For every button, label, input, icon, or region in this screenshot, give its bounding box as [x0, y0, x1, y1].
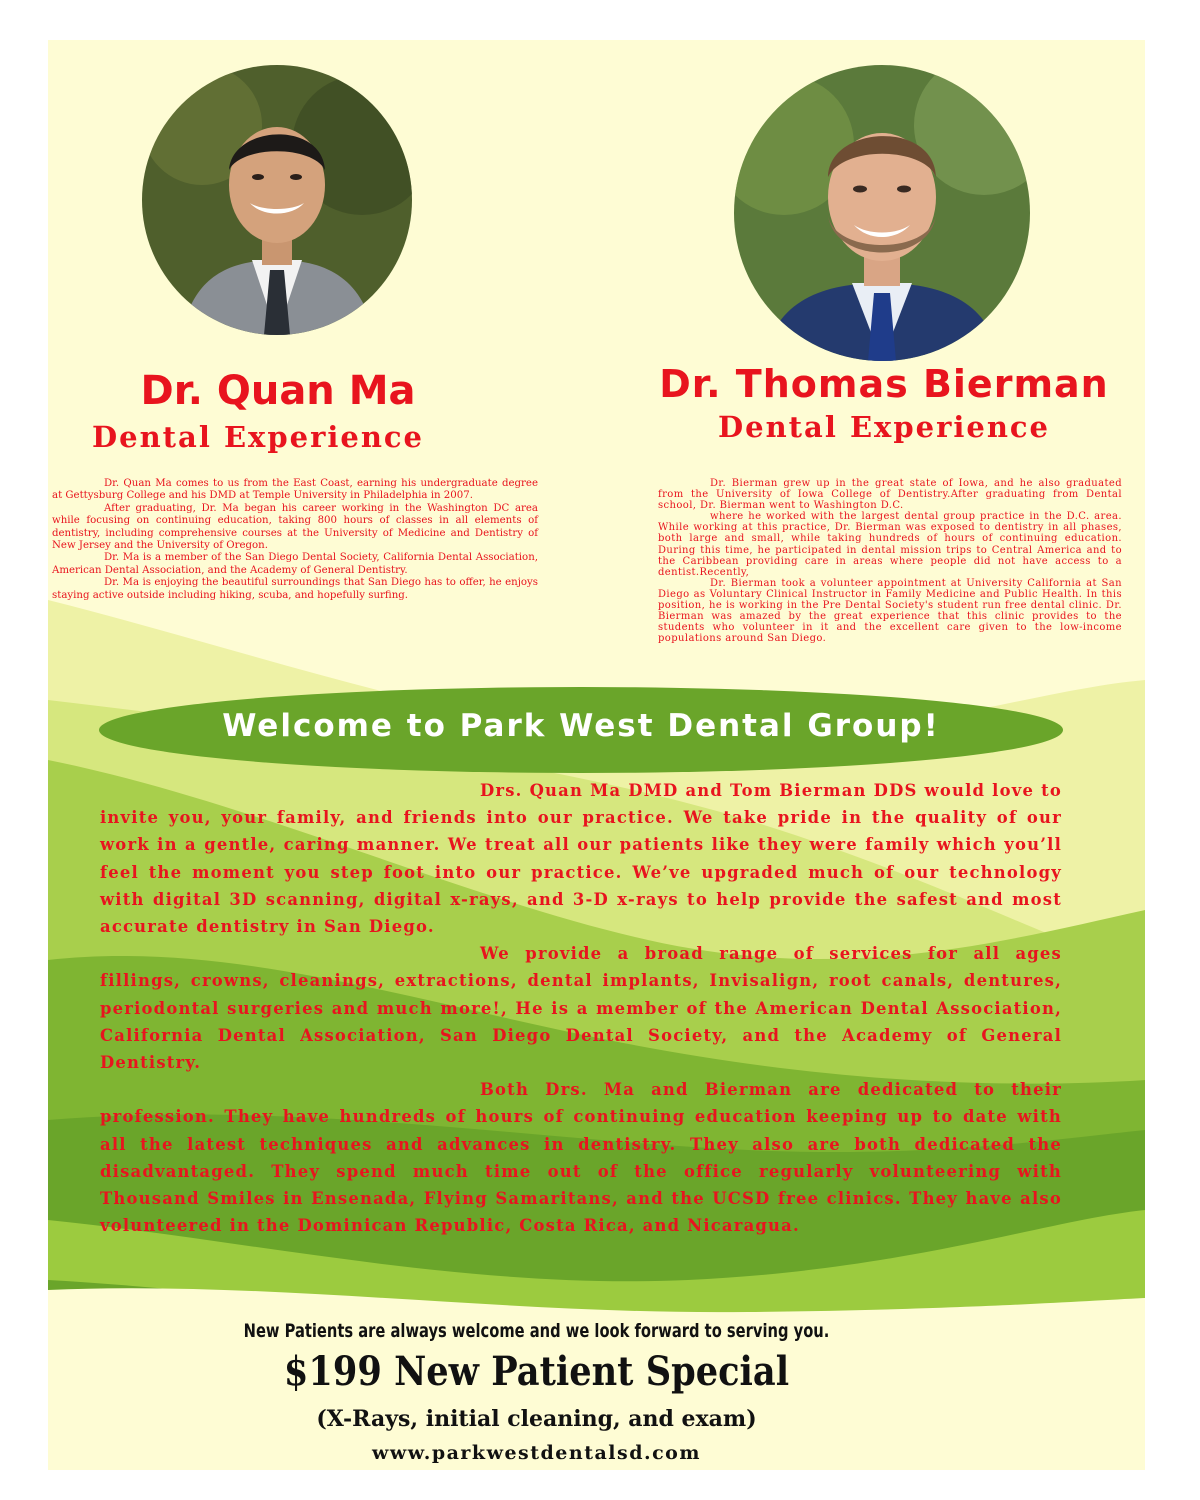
welcome-paragraph: We provide a broad range of services for all ages fillings, crowns, cleanings, extractions, dental implants, Invisalign, root canals, dentures, periodontal surgeries and much more!, He is a member of the American Dental Association, California Dental Association, San Diego Dental Society, and the Academy of General Dentistry.	[100, 944, 1062, 1073]
bio-paragraph: Dr. Ma is enjoying the beautiful surroundings that San Diego has to offer, he enjoys staying active outside including hiking, scuba, and hopefully surfing.	[52, 577, 538, 601]
doctor-photo-thomas-bierman	[734, 65, 1030, 361]
doctor-name-quan-ma: Dr. Quan Ma	[140, 368, 416, 414]
bio-paragraph: Dr. Bierman took a volunteer appointment at University California at San Diego as Voluntary Clinical Instructor in Family Medicine and Public Health. In this position, he is working in the Pre Dental Society's student run free dental clinic. Dr. Bierman was amazed by the great experience that this clinic provides to the students who volunteer in it and the excellent care given to the low-income populations around San Diego.	[658, 577, 1122, 645]
doctor-portrait-icon	[142, 65, 412, 335]
bio-paragraph: Dr. Bierman grew up in the great state of Iowa, and he also graduated from the University of Iowa College of Dentistry.After graduating from Dental school, Dr. Bierman went to Washington D.C.	[658, 478, 1122, 512]
website-url: www.parkwestdentalsd.com	[372, 1442, 701, 1464]
bio-paragraph: Dr. Quan Ma comes to us from the East Coast, earning his undergraduate degree at Gettysburg College and his DMD at Temple University in Philadelphia in 2007.	[52, 478, 538, 502]
welcome-body	[100, 777, 1062, 1239]
doctor-name-thomas-bierman: Dr. Thomas Bierman	[659, 362, 1109, 406]
bio-paragraph: Dr. Ma is a member of the San Diego Dental Society, California Dental Association, American Dental Association, and the Academy of General Dentistry.	[52, 552, 538, 576]
new-patient-special: $199 New Patient Special	[283, 1348, 790, 1395]
special-includes: (X-Rays, initial cleaning, and exam)	[316, 1406, 757, 1432]
doctor-bio-quan-ma	[52, 478, 538, 602]
doctor-bio-thomas-bierman	[658, 478, 1122, 644]
welcome-title: Welcome to Park West Dental Group!	[222, 708, 940, 744]
doctor-portrait-icon	[734, 65, 1030, 361]
footer-invite: New Patients are always welcome and we look forward to serving you.	[243, 1320, 830, 1342]
doctor-subtitle-thomas-bierman: Dental Experience	[717, 410, 1051, 444]
bio-paragraph: where he worked with the largest dental group practice in the D.C. area. While working at this practice, Dr. Bierman was exposed to dentistry in all phases, both large and small, while taking hundreds of hours of continuing education. During this time, he participated in dental mission trips to Central America and to the Caribbean providing care in areas where people did not have access to a dentist.Recently,	[658, 511, 1122, 578]
doctor-photo-quan-ma	[142, 65, 412, 335]
doctor-subtitle-quan-ma: Dental Experience	[91, 420, 425, 454]
welcome-paragraph: Drs. Quan Ma DMD and Tom Bierman DDS would love to invite you, your family, and friends into our practice. We take pride in the quality of our work in a gentle, caring manner. We treat all our patients like they were family which you’ll feel the moment you step foot into our practice. We’ve upgraded much of our technology with digital 3D scanning, digital x-rays, and 3-D x-rays to help provide the safest and most accurate dentistry in San Diego.	[100, 781, 1062, 937]
welcome-paragraph: Both Drs. Ma and Bierman are dedicated to their profession. They have hundreds of hours of continuing education keeping up to date with all the latest techniques and advances in dentistry. They also are both dedicated the disadvantaged. They spend much time out of the office regularly volunteering with Thousand Smiles in Ensenada, Flying Samaritans, and the UCSD free clinics. They have also volunteered in the Dominican Republic, Costa Rica, and Nicaragua.	[100, 1080, 1062, 1236]
bio-paragraph: After graduating, Dr. Ma began his career working in the Washington DC area while focusing on continuing education, taking 800 hours of classes in all elements of dentistry, including comprehensive courses at the University of Medicine and Dentistry of New Jersey and the University of Oregon.	[52, 502, 538, 552]
flyer	[48, 40, 1145, 1470]
